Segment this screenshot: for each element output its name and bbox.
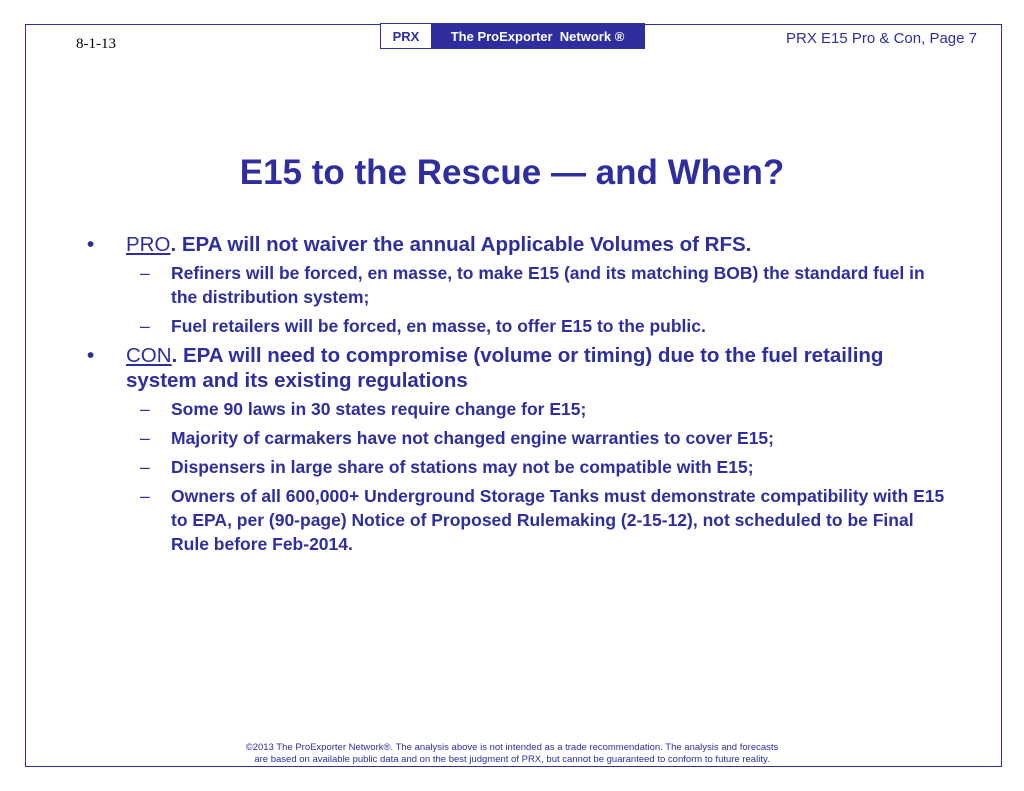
footer-line-2: are based on available public data and on the best judgment of PRX, but cannot be guaranteed to conform to future reality. — [254, 754, 770, 765]
sub-bullet — [84, 484, 954, 556]
pro-text: . EPA will not waiver the annual Applicable Volumes of RFS. — [170, 233, 752, 256]
dash-icon: – — [140, 263, 150, 283]
sub-bullet-text: Dispensers in large share of stations may not be compatible with E15; — [171, 457, 754, 477]
dash-icon: – — [140, 316, 150, 336]
sub-bullet — [84, 314, 954, 338]
sub-bullet-text: Majority of carmakers have not changed engine warranties to cover E15; — [171, 428, 774, 448]
logo-short-label: PRX — [381, 24, 431, 48]
slide-date: 8-1-13 — [76, 36, 116, 52]
bullet-pro — [84, 232, 954, 257]
sub-bullet-text: Owners of all 600,000+ Underground Storage Tanks must demonstrate compatibility with E15 to EPA, per (90-page) Notice of Proposed Rulemaking (2-15-12), not scheduled to be Final Rule before Feb-2014. — [171, 486, 945, 554]
sub-bullet — [84, 455, 954, 479]
dash-icon: – — [140, 486, 150, 506]
sub-bullet — [84, 261, 954, 309]
sub-bullet-text: Refiners will be forced, en masse, to make E15 (and its matching BOB) the standard fuel in the distribution system; — [171, 263, 925, 307]
slide-body — [84, 232, 954, 561]
logo-network-label: The ProExporter Network ® — [431, 24, 644, 48]
con-label: CON — [126, 344, 172, 367]
sub-bullet — [84, 426, 954, 450]
bullet-con — [84, 343, 954, 393]
con-text: . EPA will need to compromise (volume or timing) due to the fuel retailing system and its existing regulations — [126, 344, 884, 392]
dash-icon: – — [140, 457, 150, 477]
sub-bullet — [84, 397, 954, 421]
slide-title: E15 to the Rescue — and When? — [239, 153, 785, 192]
footer-line-1: ©2013 The ProExporter Network®. The analysis above is not intended as a trade recommendation. The analysis and forecasts — [245, 742, 779, 753]
bullet-icon: • — [87, 233, 95, 256]
sub-bullet-text: Some 90 laws in 30 states require change for E15; — [171, 399, 587, 419]
sub-bullet-text: Fuel retailers will be forced, en masse, to offer E15 to the public. — [171, 316, 706, 336]
page-label: PRX E15 Pro & Con, Page 7 — [786, 30, 977, 47]
dash-icon: – — [140, 428, 150, 448]
pro-label: PRO — [126, 233, 171, 256]
prx-logo — [380, 23, 645, 49]
footer-disclaimer — [0, 742, 1024, 766]
dash-icon: – — [140, 399, 150, 419]
bullet-icon: • — [87, 344, 95, 367]
